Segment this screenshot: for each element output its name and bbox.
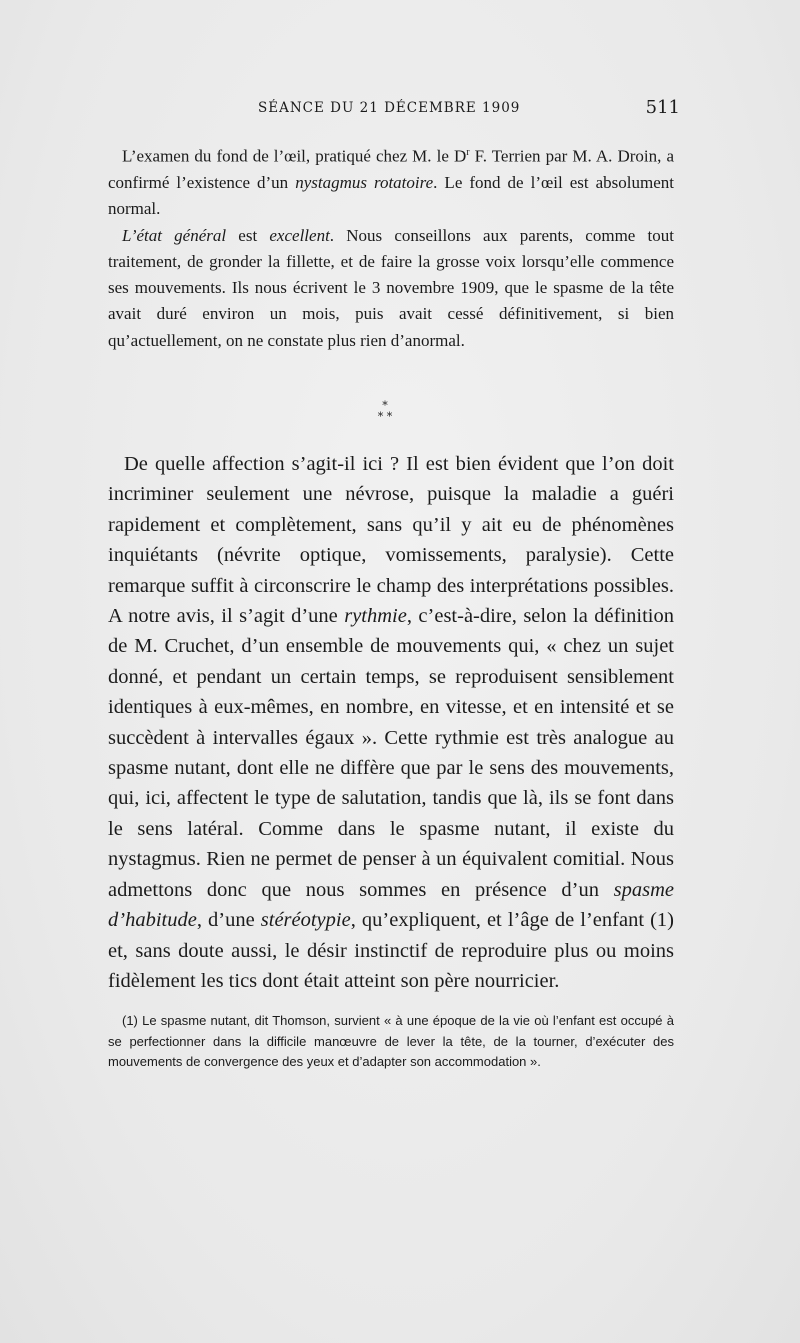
paragraph-discussion: De quelle affection s’agit-il ici ? Il est bien évident que l’on doit incriminer seulement une névrose, puisque la maladie a guéri rapidement et complètement, sans qu’il y ait eu de phénomènes inquiétants (névrite optique, vomissements, paralysie). Cette remarque suffit à circonscrire le champ des interprétations possibles. A notre avis, il s’agit d’une rythmie, c’est-à-dire, selon la définition de M. Cruchet, d’un ensemble de mouvements qui, « chez un sujet donné, et pendant un certain temps, se reproduisent sensiblement identiques à eux-mêmes, en nombre, en vitesse, et en intensité et se succèdent à intervalles égaux ». Cette rythmie est très analogue au spasme nutant, dont elle ne diffère que par le sens des mouvements, qui, ici, affectent le type de salutation, tandis que là, ils se font dans le sens latéral. Comme dans le spasme nutant, il existe du nystagmus. Rien ne permet de penser à un équivalent comitial. Nous admettons donc que nous sommes en présence d’un spasme d’habitude, d’une stéréotypie, qu’expliquent, et l’âge de l’enfant (1) et, sans doute aussi, le désir instinctif de reproduire plus ou moins fidèlement les tics dont était atteint son père nourricier. (108, 453, 674, 992)
footnote-text: (1) Le spasme nutant, dit Thomson, survient « à une époque de la vie où l’enfant est occupé à se perfectionner dans la difficile manœuvre de lever la tête, de la tourner, d’exécuter des mouvements de convergence des yeux et d’adapter son accommodation ». (108, 1013, 674, 1069)
asterism-separator: * * * (377, 399, 393, 423)
discussion-text (108, 449, 674, 996)
page-header (108, 97, 680, 128)
running-title: SÉANCE DU 21 DÉCEMBRE 1909 (258, 100, 521, 116)
paragraph-fundus-exam: L’examen du fond de l’œil, pratiqué chez M. le $D^r$ F. Terrien par M. A. Droin, a confirmé l’existence d’un nystagmus rotatoire. Le fond de l’œil est absolument normal. (108, 146, 674, 219)
case-report-text (108, 140, 674, 354)
footnote (108, 1011, 674, 1073)
paragraph-general-state: L’état général est excellent. Nous conseillons aux parents, comme tout traitement, de gronder la fillette, et de faire la grosse voix lorsqu’elle commence ses mouvements. Ils nous écrivent le 3 novembre 1909, que le spasme de la tête avait duré environ un mois, puis avait cessé définitivement, si bien qu’actuellement, on ne constate plus rien d’anormal. (108, 225, 674, 350)
page-number: 511 (645, 97, 680, 118)
